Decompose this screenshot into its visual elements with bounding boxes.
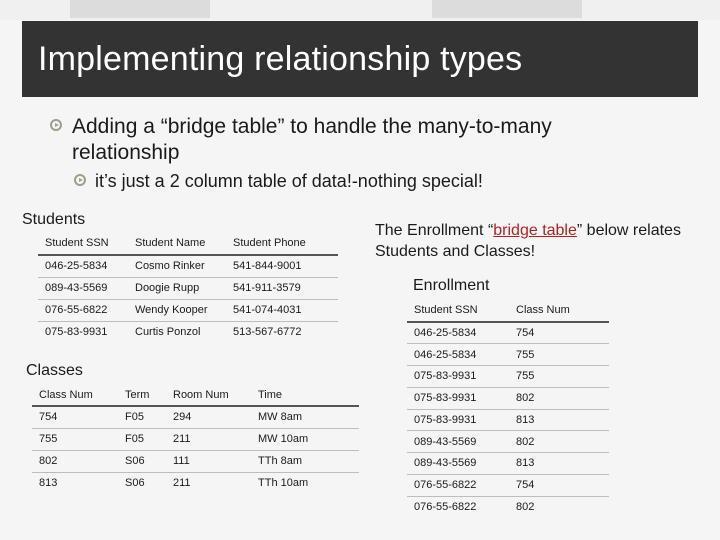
table-cell: F05 [118,428,166,450]
top-decor-block [432,0,582,18]
table-header-row [32,384,359,406]
table-cell: 754 [32,406,118,428]
table-row [407,474,609,496]
bullet-1-text: Adding a “bridge table” to handle the many-to-many relationship [72,115,552,164]
table-cell: 211 [166,428,251,450]
students-table [38,231,338,343]
table-cell: 754 [509,322,609,344]
table-cell: 089-43-5569 [407,431,509,453]
table-row [407,344,609,366]
caption-part-1: The Enrollment “ [375,222,494,239]
table-row [38,299,338,321]
table-cell: 111 [166,450,251,472]
table-row [407,366,609,388]
caption-part-2: ” below relates Students and Classes! [375,222,681,260]
table-row [407,322,609,344]
table-cell: 075-83-9931 [407,366,509,388]
table-cell: 802 [509,431,609,453]
table-cell: 541-074-4031 [226,299,338,321]
table-cell: 755 [509,344,609,366]
column-header: Room Num [166,384,251,406]
table-row [38,321,338,343]
table-header-row [38,231,338,255]
table-cell: Doogie Rupp [128,277,226,299]
column-header: Student Phone [226,231,338,255]
table-cell: 755 [509,366,609,388]
table-cell: TTh 10am [258,477,309,490]
table-cell: 076-55-6822 [407,474,509,496]
table-cell: 075-83-9931 [407,387,509,409]
table-row [32,450,359,472]
table-cell: 802 [516,501,535,514]
table-header-row [407,298,609,322]
table-cell: 046-25-5834 [407,322,509,344]
top-decor-strip [0,0,720,20]
table-cell: Curtis Ponzol [135,326,201,339]
bullet-arrow-icon [50,119,62,131]
column-header: Class Num [32,384,118,406]
bullet-1 [50,114,650,166]
enrollment-caption [375,220,695,262]
enrollment-label: Enrollment [413,277,490,294]
table-row [407,387,609,409]
table-cell: Cosmo Rinker [128,255,226,277]
caption-highlight: bridge table [493,222,577,239]
table-cell: S06 [125,477,145,490]
table-row [38,255,338,277]
top-decor-block [70,0,210,18]
column-header: Student SSN [38,231,128,255]
table-cell: 089-43-5569 [38,277,128,299]
column-header: Student SSN [407,298,509,322]
slide-title: Implementing relationship types [38,40,523,78]
bullet-arrow-icon [74,174,86,186]
table-cell: 075-83-9931 [45,326,108,339]
table-cell: 089-43-5569 [407,453,509,475]
table-cell: 754 [509,474,609,496]
table-cell: 541-911-3579 [226,277,338,299]
table-row [32,428,359,450]
table-row [407,496,609,518]
students-label: Students [22,211,86,228]
table-cell: 046-25-5834 [407,344,509,366]
bullet-2 [74,170,483,192]
table-cell: 813 [509,453,609,475]
table-cell: 075-83-9931 [407,409,509,431]
table-cell: 541-844-9001 [226,255,338,277]
table-cell: TTh 8am [251,450,359,472]
classes-label: Classes [26,362,83,379]
column-header: Class Num [509,298,609,322]
table-cell: S06 [118,450,166,472]
table-cell: 046-25-5834 [38,255,128,277]
table-row [32,472,359,494]
bullet-2-text: it’s just a 2 column table of data!-nothing special! [95,171,483,191]
table-row [38,277,338,299]
column-header: Time [251,384,359,406]
table-row [407,431,609,453]
table-cell: 211 [173,477,191,490]
table-cell: Wendy Kooper [128,299,226,321]
column-header: Term [118,384,166,406]
table-cell: 294 [166,406,251,428]
table-cell: MW 8am [251,406,359,428]
table-row [32,406,359,428]
table-cell: 076-55-6822 [38,299,128,321]
column-header: Student Name [128,231,226,255]
table-cell: 755 [32,428,118,450]
table-cell: F05 [118,406,166,428]
table-row [407,409,609,431]
table-cell: 802 [509,387,609,409]
enrollment-table [407,298,609,518]
classes-table [32,384,359,494]
table-cell: 813 [509,409,609,431]
table-row [407,453,609,475]
table-cell: MW 10am [251,428,359,450]
table-cell: 076-55-6822 [414,501,477,514]
table-cell: 802 [32,450,118,472]
table-cell: 813 [39,477,58,490]
table-cell: 513-567-6772 [233,326,302,339]
